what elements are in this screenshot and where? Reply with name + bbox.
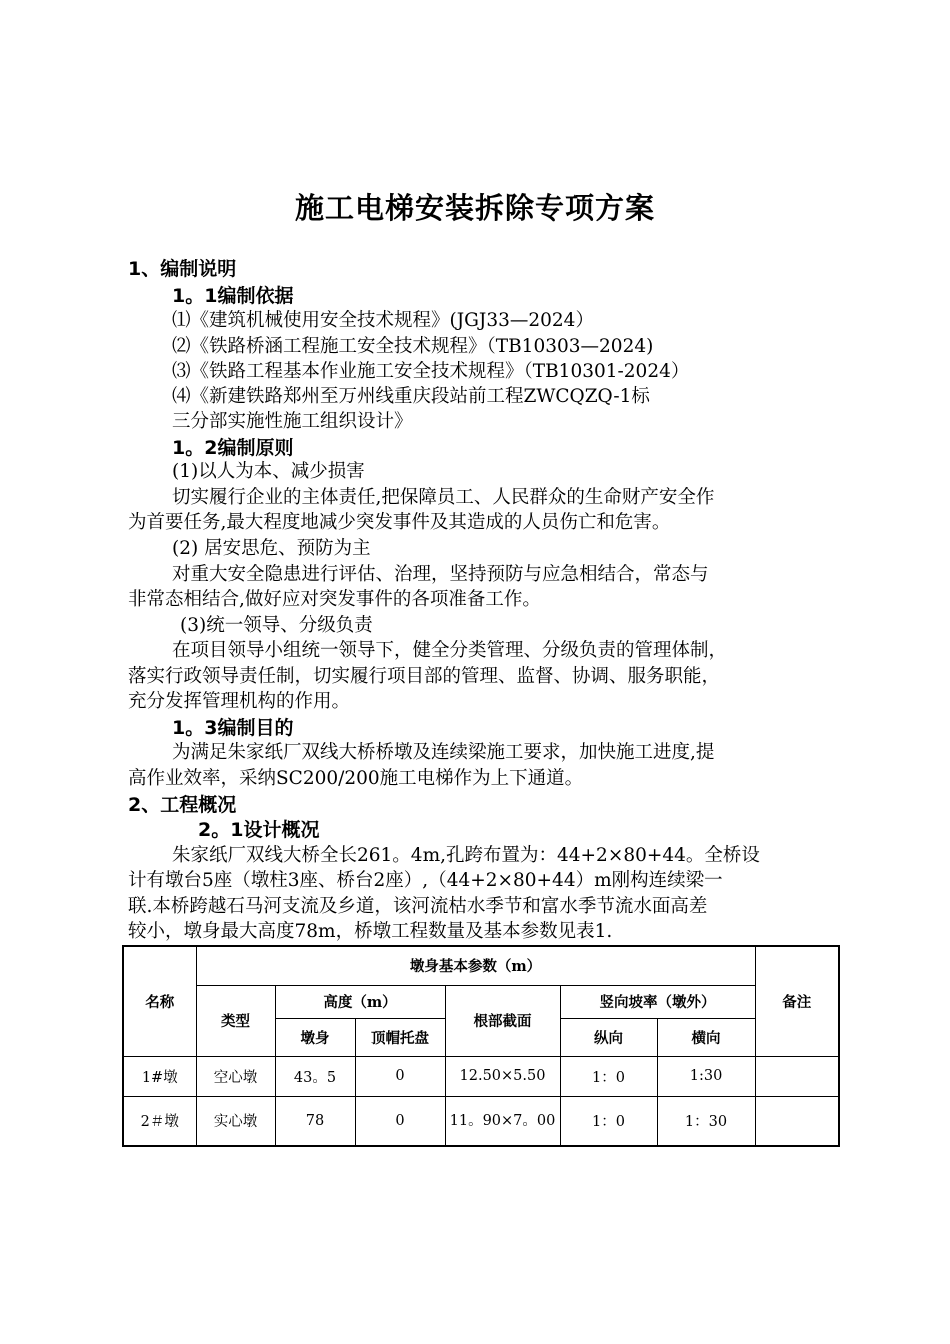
subsection-heading-1-3: 1。3编制目的 xyxy=(172,717,294,739)
section-heading-1: 1、编制说明 xyxy=(128,258,237,280)
header-transverse: 横向 xyxy=(657,1018,755,1056)
reference-item: ⑴《建筑机械使用安全技术规程》(JGJ33—2024） xyxy=(172,310,594,331)
cell-note xyxy=(755,1096,839,1146)
paragraph-line: 联.本桥跨越石马河支流及乡道，该河流枯水季节和富水季节流水面高差 xyxy=(128,896,708,917)
header-cap-tray: 顶帽托盘 xyxy=(355,1018,445,1056)
paragraph-line: 为满足朱家纸厂双线大桥桥墩及连续梁施工要求，加快施工进度,提 xyxy=(172,742,715,763)
cell-type: 实心墩 xyxy=(196,1096,275,1146)
cell-note xyxy=(755,1056,839,1096)
paragraph-line: 充分发挥管理机构的作用。 xyxy=(128,691,351,712)
paragraph-line: 对重大安全隐患进行评估、治理，坚持预防与应急相结合，常态与 xyxy=(172,564,709,585)
cell-body-height: 43。5 xyxy=(275,1056,355,1096)
subsection-heading-1-2: 1。2编制原则 xyxy=(172,437,294,459)
subsection-heading-1-1: 1。1编制依据 xyxy=(172,285,294,307)
cell-root-section: 11。90×7。00 xyxy=(445,1096,560,1146)
paragraph-line: 在项目领导小组统一领导下，健全分类管理、分级负责的管理体制， xyxy=(172,640,728,661)
header-pier-params: 墩身基本参数（m） xyxy=(196,946,755,985)
paragraph-line: 为首要任务,最大程度地减少突发事件及其造成的人员伤亡和危害。 xyxy=(128,512,671,533)
subsection-heading-2-1: 2。1设计概况 xyxy=(198,819,320,841)
paragraph-line: 计有墩台5座（墩柱3座、桥台2座）,（44+2×80+44）m刚构连续梁一 xyxy=(128,870,723,891)
paragraph-line: 高作业效率，采纳SC200/200施工电梯作为上下通道。 xyxy=(128,768,584,789)
header-height: 高度（m） xyxy=(275,985,445,1018)
header-vertical-slope: 竖向坡率（墩外） xyxy=(560,985,755,1018)
paragraph-line: 非常态相结合,做好应对突发事件的各项准备工作。 xyxy=(128,589,541,610)
header-name: 名称 xyxy=(123,946,196,1056)
cell-root-section: 12.50×5.50 xyxy=(445,1056,560,1096)
header-longitudinal: 纵向 xyxy=(560,1018,657,1056)
cell-name: 1#墩 xyxy=(123,1056,196,1096)
cell-name: 2＃墩 xyxy=(123,1096,196,1146)
cell-body-height: 78 xyxy=(275,1096,355,1146)
reference-item-continued: 三分部实施性施工组织设计》 xyxy=(172,411,413,432)
header-pier-body: 墩身 xyxy=(275,1018,355,1056)
section-heading-2: 2、工程概况 xyxy=(128,794,237,816)
principle-title: (1)以人为本、减少损害 xyxy=(172,461,365,482)
header-type: 类型 xyxy=(196,985,275,1056)
cell-longitudinal: 1：0 xyxy=(560,1096,657,1146)
cell-longitudinal: 1：0 xyxy=(560,1056,657,1096)
table-row xyxy=(123,1056,839,1096)
cell-transverse: 1:30 xyxy=(657,1056,755,1096)
table-row xyxy=(123,1096,839,1146)
header-root-section: 根部截面 xyxy=(445,985,560,1056)
reference-item: ⑶《铁路工程基本作业施工安全技术规程》（TB10301-2024） xyxy=(172,361,690,382)
reference-item: ⑷《新建铁路郑州至万州线重庆段站前工程ZWCQZQ-1标 xyxy=(172,386,650,407)
cell-type: 空心墩 xyxy=(196,1056,275,1096)
cell-cap-height: 0 xyxy=(355,1056,445,1096)
paragraph-line: 落实行政领导责任制，切实履行项目部的管理、监督、协调、服务职能， xyxy=(128,666,721,687)
cell-transverse: 1：30 xyxy=(657,1096,755,1146)
document-title: 施工电梯安装拆除专项方案 xyxy=(294,191,655,225)
cell-cap-height: 0 xyxy=(355,1096,445,1146)
paragraph-line: 朱家纸厂双线大桥全长261。4m,孔跨布置为：44+2×80+44。全桥设 xyxy=(172,845,760,866)
paragraph-line: 切实履行企业的主体责任,把保障员工、人民群众的生命财产安全作 xyxy=(172,487,715,508)
pier-parameters-table xyxy=(122,945,840,1147)
principle-title: (3)统一领导、分级负责 xyxy=(180,615,373,636)
header-note: 备注 xyxy=(755,946,839,1056)
reference-item: ⑵《铁路桥涵工程施工安全技术规程》（TB10303—2024) xyxy=(172,336,654,357)
principle-title: (2) 居安思危、预防为主 xyxy=(172,538,371,559)
paragraph-line: 较小，墩身最大高度78m，桥墩工程数量及基本参数见表1. xyxy=(128,921,613,942)
